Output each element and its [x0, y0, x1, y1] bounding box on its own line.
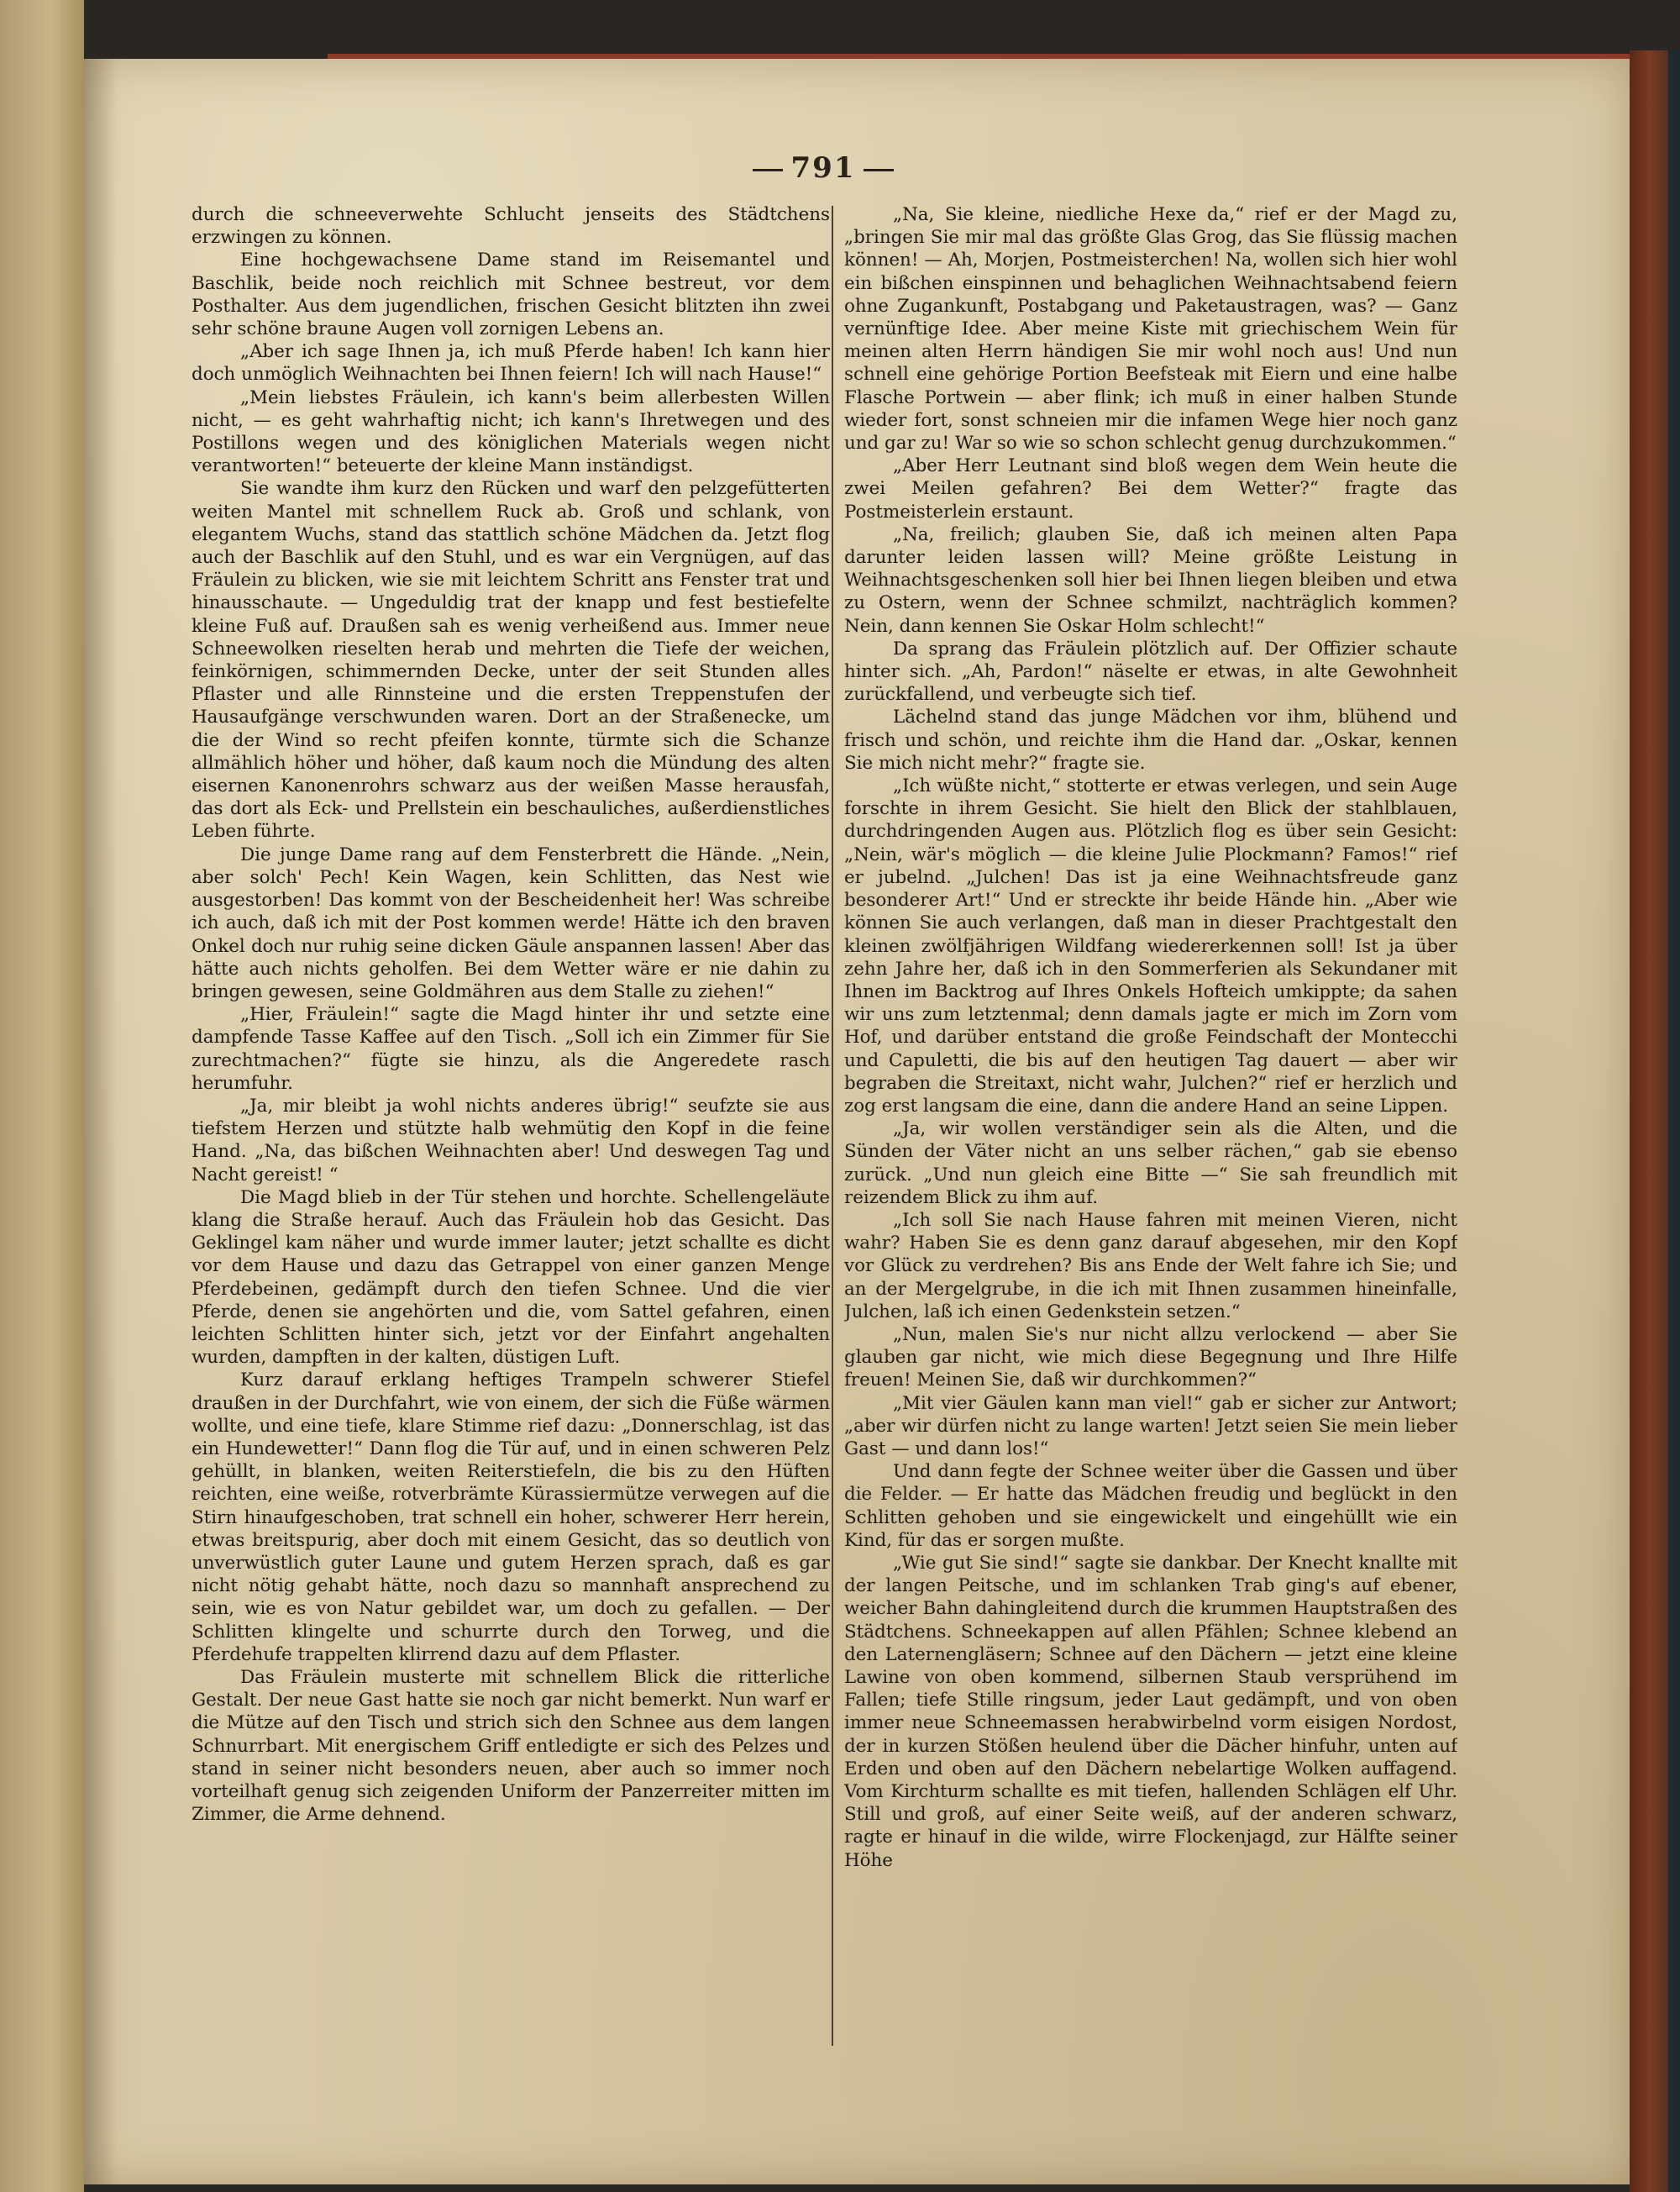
paragraph: Da sprang das Fräulein plötzlich auf. Der Offizier schaute hinter sich. „Ah, Pardon!“ näselte er etwas, in alte Gewohnheit zurückfallend, und verbeugte sich tief.	[844, 638, 1457, 706]
paragraph: „Aber ich sage Ihnen ja, ich muß Pferde haben! Ich kann hier doch unmöglich Weihnachten bei Ihnen feiern! Ich will nach Hause!“	[192, 341, 830, 386]
paragraph: Die Magd blieb in der Tür stehen und horchte. Schellengeläute klang die Straße herauf. Auch das Fräulein hob das Gesicht. Das Geklingel kam näher und wurde immer lauter; jetzt schallte es dicht vor dem Hause und dazu das Getrappel von einer ganzen Menge Pferdebeinen, gedämpft durch den tiefen Schnee. Und die vier Pferde, denen sie angehörten und die, vom Sattel gefahren, einen leichten Schlitten hinter sich, jetzt vor der Einfahrt angehalten wurden, dampften in der kalten, düstigen Luft.	[192, 1186, 830, 1369]
column-divider	[832, 206, 833, 2046]
paragraph: Lächelnd stand das junge Mädchen vor ihm, blühend und frisch und schön, und reichte ihm die Hand dar. „Oskar, kennen Sie mich nicht mehr?“ fragte sie.	[844, 707, 1457, 774]
paragraph: „Na, freilich; glauben Sie, daß ich meinen alten Papa darunter leiden lassen will? Meine größte Leistung in Weihnachtsgeschenken soll hier bei Ihnen liegen bleiben und etwa zu Ostern, wenn der Schnee schmilzt, nachträglich kommen? Nein, dann kennen Sie Oskar Holm schlecht!“	[844, 523, 1457, 637]
paragraph: Sie wandte ihm kurz den Rücken und warf den pelzgefütterten weiten Mantel mit schnellem Ruck ab. Groß und schlank, von elegantem Wuchs, stand das stattlich schöne Mädchen da. Jetzt flog auch der Baschlik auf den Stuhl, und es war ein Vergnügen, auf das Fräulein zu blicken, wie sie mit leichtem Schritt ans Fenster trat und hinausschaute. — Ungeduldig trat der knapp und fest bestiefelte kleine Fuß auf. Draußen sah es wenig verheißend aus. Immer neue Schneewolken rieselten herab und mehrten die Tiefe der weichen, feinkörnigen, schimmernden Decke, unter der seit Stunden alles Pflaster und alle Rinnsteine und die ersten Treppenstufen der Hausaufgänge verschwunden waren. Dort an der Straßenecke, um die der Wind so recht pfeifen konnte, türmte sich die Schanze allmählich höher und höher, daß kaum noch die Mündung des alten eisernen Kanonenrohrs schwarz aus der weißen Masse herausfah, das dort als Eck- und Prellstein ein beschauliches, außerdienstliches Leben führte.	[192, 478, 830, 843]
paragraph: „Ja, mir bleibt ja wohl nichts anderes übrig!“ seufzte sie aus tiefstem Herzen und stützte halb wehmütig den Kopf in die feine Hand. „Na, das bißchen Weihnachten aber! Und deswegen Tag und Nacht gereist! “	[192, 1095, 830, 1185]
paragraph: „Wie gut Sie sind!“ sagte sie dankbar. Der Knecht knallte mit der langen Peitsche, und im schlanken Trab ging's auf ebener, weicher Bahn dahingleitend durch die krummen Hauptstraßen des Städtchens. Schneekappen auf allen Pfählen; Schnee klebend an den Laternengläsern; Schnee auf den Dächern — jetzt eine kleine Lawine von oben kommend, silbernen Staub versprühend im Fallen; tiefe Stille ringsum, jeder Laut gedämpft, und von oben immer neue Schneemassen herabwirbelnd vorm eisigen Nordost, der in kurzen Stößen heulend über die Dächer hinfuhr, unten auf Erden und oben auf den Dächern nebelartige Wolken auffagend. Vom Kirchturm schallte es mit tiefen, hallenden Schlägen elf Uhr. Still und groß, auf einer Seite weiß, auf der anderen schwarz, ragte er hinauf in die wilde, wirre Flockenjagd, zur Hälfte seiner Höhe	[844, 1552, 1457, 1871]
paragraph: „Aber Herr Leutnant sind bloß wegen dem Wein heute die zwei Meilen gefahren? Bei dem Wetter?“ fragte das Postmeisterlein erstaunt.	[844, 455, 1457, 523]
paragraph: „Hier, Fräulein!“ sagte die Magd hinter ihr und setzte eine dampfende Tasse Kaffee auf den Tisch. „Soll ich ein Zimmer für Sie zurechtmachen?“ fügte sie hinzu, als die Angeredete rasch herumfuhr.	[192, 1004, 830, 1094]
paragraph: durch die schneeverwehte Schlucht jenseits des Städtchens erzwingen zu können.	[192, 204, 830, 249]
paragraph: „Na, Sie kleine, niedliche Hexe da,“ rief er der Magd zu, „bringen Sie mir mal das größte Glas Grog, das Sie flüssig machen können! — Ah, Morjen, Postmeisterchen! Na, wollen sich hier wohl ein bißchen einspinnen und behaglichen Weihnachtsabend feiern ohne Zugankunft, Postabgang und Paketaustragen, was? — Ganz vernünftige Idee. Aber meine Kiste mit griechischem Wein für meinen alten Herrn händigen Sie mir wohl noch aus! Und nun schnell eine gehörige Portion Beefsteak mit Eiern und eine halbe Flasche Portwein — aber flink; ich muß in einer halben Stunde wieder fort, sonst schneien mir die infamen Wege hier noch ganz und gar zu! War so wie so schon schlecht genug durchzukommen.“	[844, 204, 1457, 455]
paragraph: Kurz darauf erklang heftiges Trampeln schwerer Stiefel draußen in der Durchfahrt, wie von einem, der sich die Füße wärmen wollte, und eine tiefe, klare Stimme rief dazu: „Donnerschlag, ist das ein Hundewetter!“ Dann flog die Tür auf, und in einen schweren Pelz gehüllt, in blanken, weiten Reiterstiefeln, die bis zu den Hüften reichten, eine weiße, rotverbrämte Kürassiermütze verwegen auf die Stirn hinaufgeschoben, trat schnell ein hoher, schwerer Herr herein, etwas breitspurig, aber doch mit einem Gesicht, das so deutlich von unverwüstlich guter Laune und gutem Herzen sprach, daß es gar nicht nötig gehabt hätte, noch dazu so mannhaft ansprechend zu sein, wie es von Natur gebildet war, um doch zu gefallen. — Der Schlitten klingelte und schurrte durch den Torweg, und die Pferdehufe trappelten klirrend dazu auf dem Pflaster.	[192, 1369, 830, 1665]
paragraph: „Nun, malen Sie's nur nicht allzu verlockend — aber Sie glauben gar nicht, wie mich diese Begegnung und Ihre Hilfe freuen! Meinen Sie, daß wir durchkommen?“	[844, 1323, 1457, 1391]
text-column-right	[844, 203, 1457, 2047]
book-spine-strip	[1668, 50, 1680, 2192]
gutter-shadow	[84, 59, 118, 2184]
paragraph: „Mit vier Gäulen kann man viel!“ gab er sicher zur Antwort; „aber wir dürfen nicht zu lange warten! Jetzt seien Sie mein lieber Gast — und dann los!“	[844, 1392, 1457, 1459]
paragraph: „Mein liebstes Fräulein, ich kann's beim allerbesten Willen nicht, — es geht wahrhaftig nicht; ich kann's Ihretwegen und des Postillons wegen und des königlichen Materials wegen nicht verantworten!“ beteuerte der kleine Mann inständigst.	[192, 386, 830, 477]
paragraph: Und dann fegte der Schnee weiter über die Gassen und über die Felder. — Er hatte das Mädchen freudig und beglückt in den Schlitten gehoben und sie eingewickelt und eingehüllt wie ein Kind, für das er sorgen mußte.	[844, 1461, 1457, 1551]
paragraph: „Ja, wir wollen verständiger sein als die Alten, und die Sünden der Väter nicht an uns selber rächen,“ gab sie ebenso zurück. „Und nun gleich eine Bitte —“ Sie sah freundlich mit reizendem Blick zu ihm auf.	[844, 1118, 1457, 1208]
page-number: 791	[739, 151, 907, 185]
left-page-edge	[0, 0, 84, 2192]
paragraph: „Ich soll Sie nach Hause fahren mit meinen Vieren, nicht wahr? Haben Sie es denn ganz darauf abgesehen, mir den Kopf vor Glück zu verdrehen? Bis ans Ende der Welt fahre ich Sie; und an der Mergelgrube, in die ich mit Ihnen zusammen hineinfalle, Julchen, laß ich einen Gedenkstein setzen.“	[844, 1209, 1457, 1322]
paragraph: Das Fräulein musterte mit schnellem Blick die ritterliche Gestalt. Der neue Gast hatte sie noch gar nicht bemerkt. Nun warf er die Mütze auf den Tisch und strich sich den Schnee aus dem langen Schnurrbart. Mit energischem Griff entledigte er sich des Pelzes und stand in seiner nicht besonders neuen, aber auch so immer noch vorteilhaft genug sich zeigenden Uniform der Panzerreiter mitten im Zimmer, die Arme dehnend.	[192, 1667, 830, 1826]
text-column-left	[192, 203, 830, 2047]
paragraph: Eine hochgewachsene Dame stand im Reisemantel und Baschlik, beide noch reichlich mit Schnee bestreut, vor dem Posthalter. Aus dem jugendlichen, frischen Gesicht blitzten ihn zwei sehr schöne braune Augen voll zornigen Lebens an.	[192, 250, 830, 340]
paragraph: Die junge Dame rang auf dem Fensterbrett die Hände. „Nein, aber solch' Pech! Kein Wagen, kein Schlitten, das Nest wie ausgestorben! Das kommt von der Bescheidenheit her! Was schreibe ich auch, daß ich mit der Post kommen werde! Hätte ich den braven Onkel doch nur ruhig seine dicken Gäule anspannen lassen! Aber das hätte auch nichts geholfen. Bei dem Wetter wäre er nie dahin zu bringen gewesen, seine Goldmähren aus dem Stalle zu ziehen!“	[192, 844, 830, 1002]
paragraph: „Ich wüßte nicht,“ stotterte er etwas verlegen, und sein Auge forschte in ihrem Gesicht. Sie hielt den Blick der stahlblauen, durchdringenden Augen aus. Plötzlich flog es über sein Gesicht: „Nein, wär's möglich — die kleine Julie Plockmann? Famos!“ rief er jubelnd. „Julchen! Das ist ja eine Weihnachtsfreude ganz besonderer Art!“ Und er streckte ihr beide Hände hin. „Aber wie können Sie auch verlangen, daß man in dieser Prachtgestalt den kleinen zwölfjährigen Wildfang wiedererkennen soll! Ist ja über zehn Jahre her, daß ich in den Sommerferien als Sekundaner mit Ihnen im Backtrog auf Ihres Onkels Hofteich umkippte; da sahen wir uns zum letztenmal; denn damals jagte er mich im Zorn vom Hof, und darüber entstand die große Feindschaft der Montecchi und Capuletti, die bis auf den heutigen Tag dauert — aber wir begraben die Streitaxt, nicht wahr, Julchen?“ rief er herzlich und zog erst langsam die eine, dann die andere Hand an seine Lippen.	[844, 775, 1457, 1117]
